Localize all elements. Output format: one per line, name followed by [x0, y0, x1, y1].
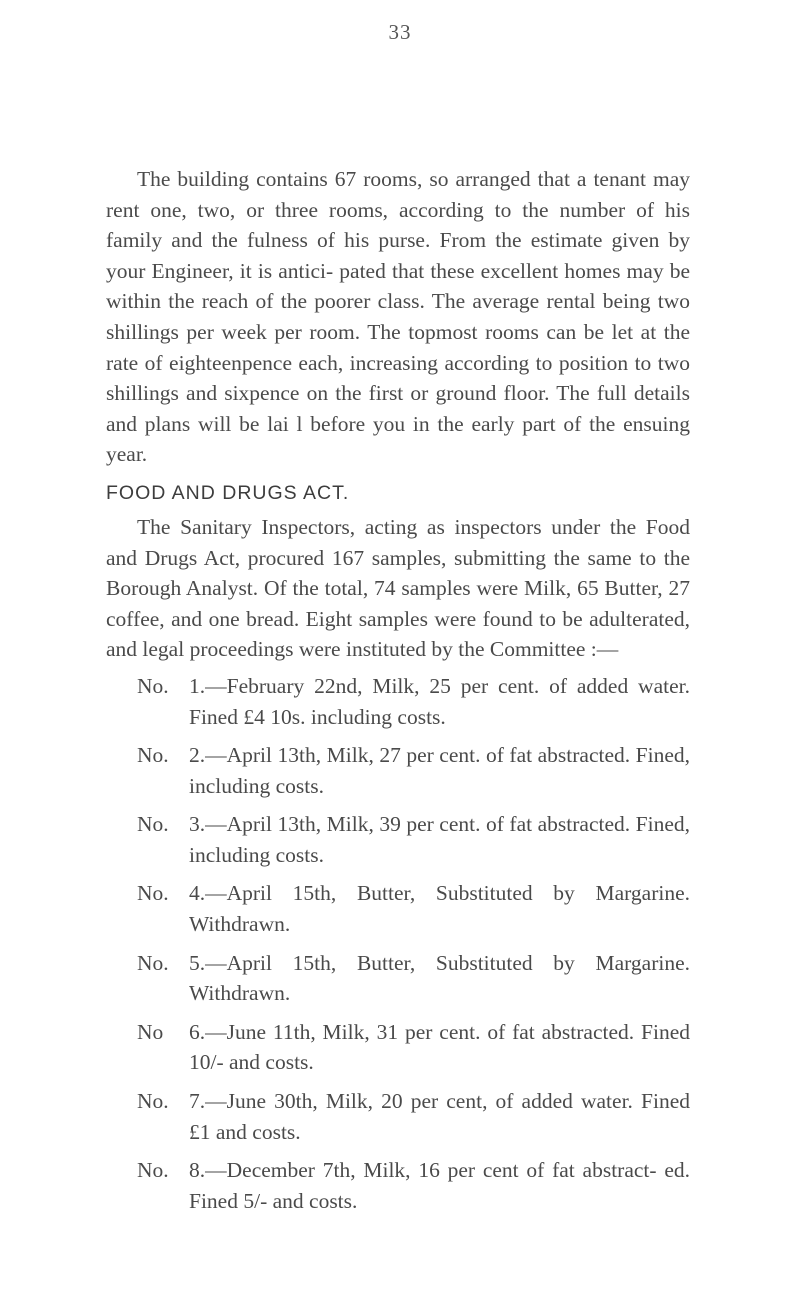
case-item — [106, 878, 690, 939]
case-text: 7.—June 30th, Milk, 20 per cent, of added water. Fined £1 and costs. — [189, 1089, 690, 1144]
document-body — [106, 164, 690, 1224]
case-text: 2.—April 13th, Milk, 27 per cent. of fat abstracted. Fined, including costs. — [189, 743, 690, 798]
case-text: 1.—February 22nd, Milk, 25 per cent. of added water. Fined £4 10s. including costs. — [189, 673, 690, 729]
case-number-label: No. — [137, 950, 169, 975]
case-number-label: No. — [137, 1158, 169, 1183]
case-number-label: No. — [137, 812, 169, 837]
case-item — [106, 671, 690, 732]
case-number-label: No. — [137, 881, 169, 906]
case-number-label: No. — [137, 1089, 169, 1114]
case-text: 5.—April 15th, Butter, Substituted by Margarine. Withdrawn. — [189, 950, 690, 1006]
case-number-label: No — [137, 1019, 164, 1044]
case-text: 8.—December 7th, Milk, 16 per cent of fat abstract- ed. Fined 5/- and costs. — [189, 1158, 690, 1213]
case-item — [106, 740, 690, 801]
case-item — [106, 1086, 690, 1147]
section-heading: FOOD AND DRUGS ACT. — [106, 481, 350, 504]
case-text: 3.—April 13th, Milk, 39 per cent. of fat abstracted. Fined, including costs. — [189, 812, 690, 867]
case-item — [106, 1155, 690, 1216]
intro-paragraph: The building contains 67 rooms, so arranged that a tenant may rent one, two, or three rooms, according to the number of his family and the fulness of his purse. From the estimate given by your Engineer, it is antici- pated that these excellent homes may be within the reach of the poorer class. The average rental being two shillings per week per room. The topmost rooms can be let at the rate of eighteenpence each, increasing according to position to two shillings and sixpence on the first or ground floor. The full details and plans will be lai l before you in the early part of the ensuing year. — [106, 167, 690, 467]
case-item — [106, 948, 690, 1009]
section-paragraph: The Sanitary Inspectors, acting as inspectors under the Food and Drugs Act, procured 167 samples, submitting the same to the Borough Analyst. Of the total, 74 samples were Milk, 65 Butter, 27 coffee, and one bread. Eight samples were found to be adulterated, and legal proceedings were instituted by the Committee :— — [106, 514, 690, 662]
case-text: 4.—April 15th, Butter, Substituted by Margarine. Withdrawn. — [189, 881, 690, 937]
case-item — [106, 809, 690, 870]
case-text: 6.—June 11th, Milk, 31 per cent. of fat abstracted. Fined 10/- and costs. — [189, 1019, 690, 1075]
page-number: 33 — [388, 20, 412, 44]
case-item — [106, 1017, 690, 1078]
case-number-label: No. — [137, 743, 169, 768]
case-list — [106, 671, 690, 1217]
case-number-label: No. — [137, 673, 169, 698]
